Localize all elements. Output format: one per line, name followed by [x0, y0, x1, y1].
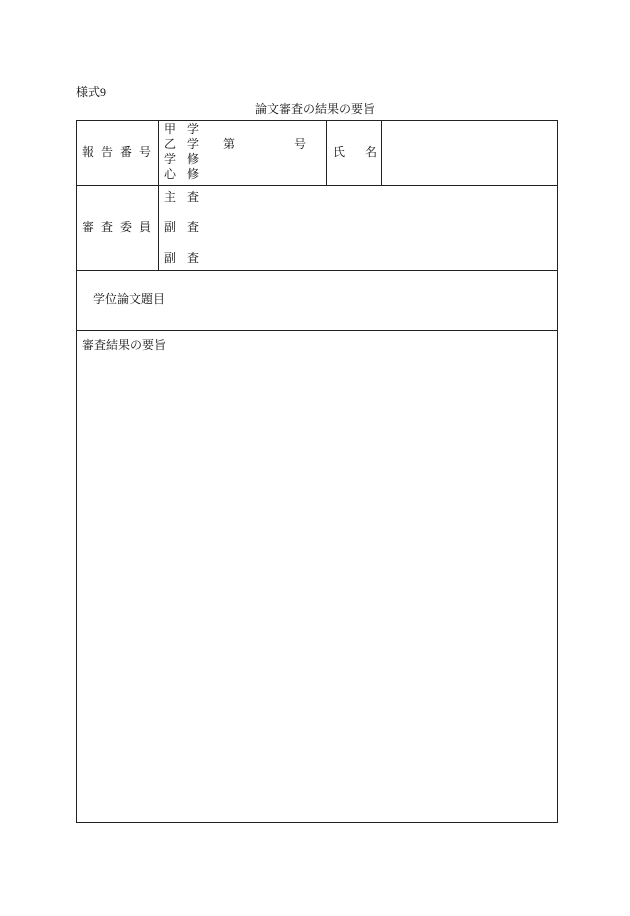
degree-line-shinshu: 心修 [164, 167, 211, 181]
degree-line-gakushu: 学修 [164, 152, 211, 166]
sub-examiner-label-1: 副査 [164, 220, 211, 234]
document-title: 論文審査の結果の要旨 [254, 102, 375, 116]
sub-examiner-label-2: 副査 [164, 251, 211, 265]
summary-label: 審査結果の要旨 [82, 338, 167, 352]
number-prefix-dai: 第 [223, 137, 236, 151]
summary-body-area [77, 355, 556, 821]
row-divider-1 [76, 185, 557, 186]
number-suffix-go: 号 [294, 137, 307, 151]
report-number-label: 報告番号 [82, 145, 159, 159]
row-divider-2 [76, 270, 557, 271]
name-label-left-divider [326, 120, 327, 185]
form-id: 様式9 [76, 85, 107, 99]
degree-line-kou: 甲学 [164, 122, 211, 136]
name-label: 氏名 [333, 145, 398, 159]
degree-line-otsu: 乙学 [164, 137, 211, 151]
thesis-title-label: 学位論文題目 [93, 292, 166, 306]
row-divider-3 [76, 330, 557, 331]
label-column-divider [158, 120, 159, 270]
chief-examiner-label: 主査 [164, 190, 211, 204]
committee-label: 審査委員 [82, 220, 159, 234]
name-value-cell [382, 121, 556, 184]
